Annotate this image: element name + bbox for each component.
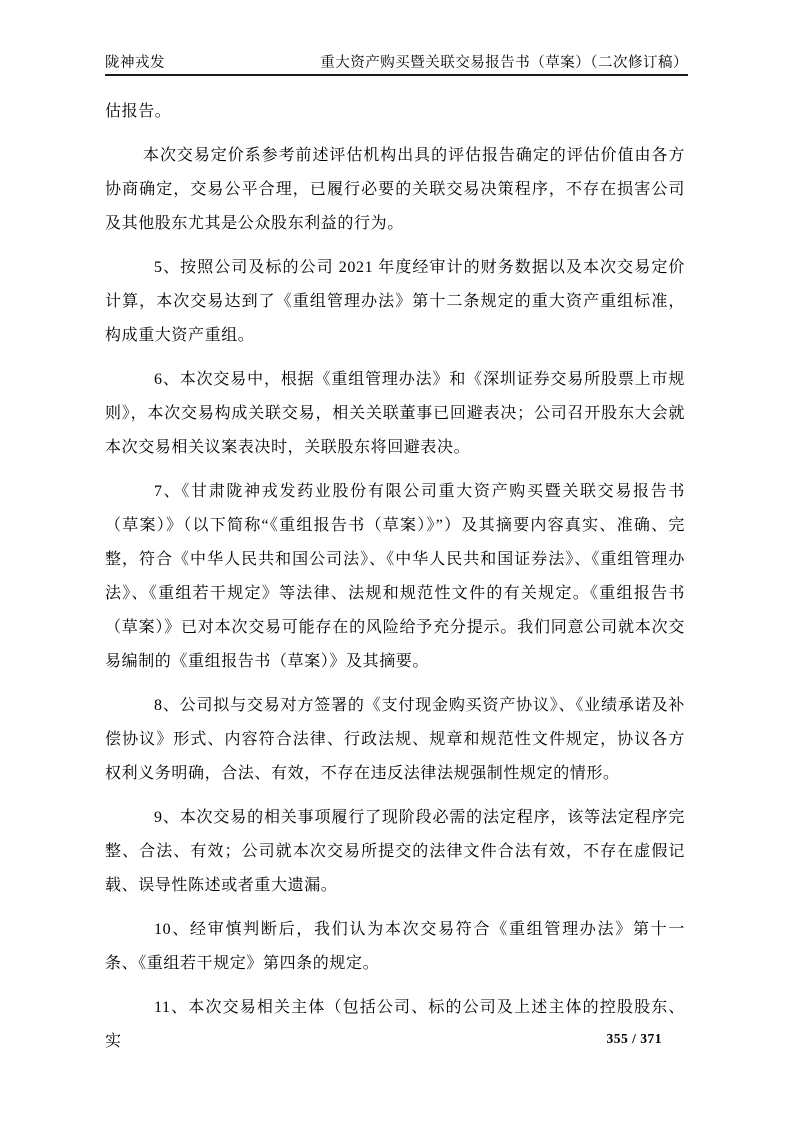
paragraph-item-7: 7、《甘肃陇神戎发药业股份有限公司重大资产购买暨关联交易报告书（草案）》（以下简称“《重组报告书（草案）》”）及其摘要内容真实、准确、完整，符合《中华人民共和国公司法》、《中华人民共和国证券法》、《重组管理办法》、《重组若干规定》等法律、法规和规范性文件的有关规定。《重组报告书（草案）》已对本次交易可能存在的风险给予充分提示。我们同意公司就本次交易编制的《重组报告书（草案）》及其摘要。 xyxy=(105,483,685,670)
document-body xyxy=(105,95,685,1069)
paragraph-item-5: 5、按照公司及标的公司 2021 年度经审计的财务数据以及本次交易定价计算，本次交易达到了《重组管理办法》第十二条规定的重大资产重组标准，构成重大资产重组。 xyxy=(105,259,685,344)
page-number: 355 / 371 xyxy=(606,1031,662,1046)
header-company-name: 陇神戎发 xyxy=(105,55,165,71)
header-report-title: 重大资产购买暨关联交易报告书（草案）（二次修订稿） xyxy=(320,55,688,71)
paragraph-item-11: 11、本次交易相关主体（包括公司、标的公司及上述主体的控股股东、实 xyxy=(105,999,685,1050)
paragraph-item-10: 10、经审慎判断后，我们认为本次交易符合《重组管理办法》第十一条、《重组若干规定》第四条的规定。 xyxy=(105,921,685,972)
paragraph-continuation: 估报告。 xyxy=(105,103,172,120)
header-rule xyxy=(105,74,688,76)
page-header xyxy=(105,54,688,73)
paragraph-item-9: 9、本次交易的相关事项履行了现阶段必需的法定程序，该等法定程序完整、合法、有效；公司就本次交易所提交的法律文件合法有效，不存在虚假记载、误导性陈述或者重大遗漏。 xyxy=(105,809,685,894)
paragraph: 本次交易定价系参考前述评估机构出具的评估报告确定的评估价值由各方协商确定，交易公平合理，已履行必要的关联交易决策程序，不存在损害公司及其他股东尤其是公众股东利益的行为。 xyxy=(105,147,685,232)
paragraph-item-8: 8、公司拟与交易对方签署的《支付现金购买资产协议》、《业绩承诺及补偿协议》形式、内容符合法律、行政法规、规章和规范性文件规定，协议各方权利义务明确，合法、有效，不存在违反法律法规强制性规定的情形。 xyxy=(105,697,685,782)
paragraph-item-6: 6、本次交易中，根据《重组管理办法》和《深圳证券交易所股票上市规则》，本次交易构成关联交易，相关关联董事已回避表决；公司召开股东大会就本次交易相关议案表决时，关联股东将回避表决。 xyxy=(105,371,685,456)
